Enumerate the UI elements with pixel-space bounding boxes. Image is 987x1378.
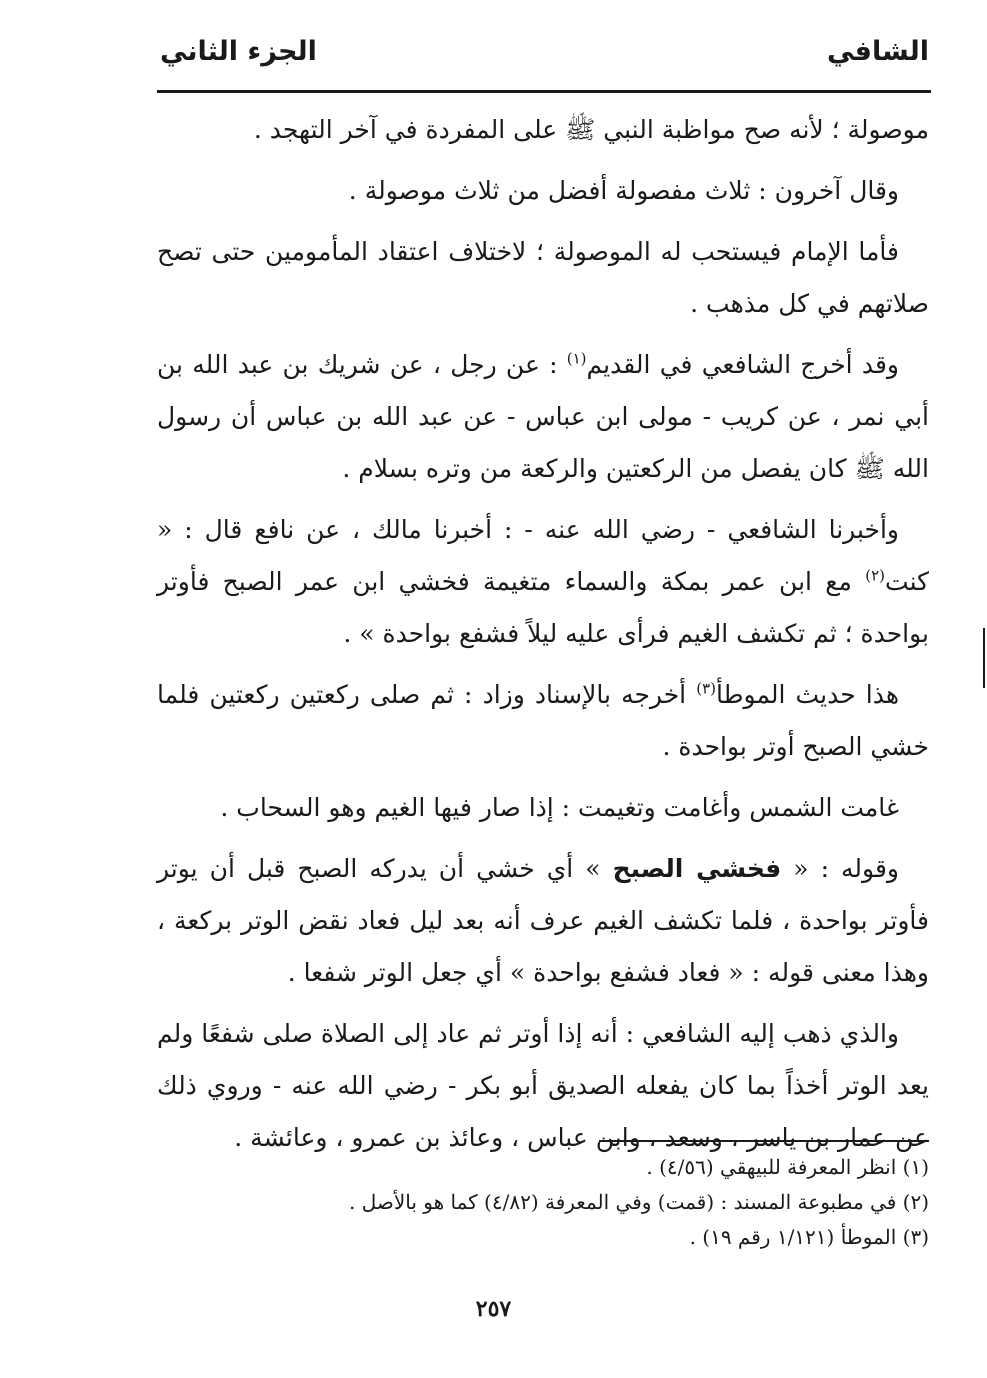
paragraph-4 <box>157 339 929 495</box>
paragraph-5 <box>157 504 929 660</box>
footnote-1: (١) انظر المعرفة للبيهقي (٤/٥٦) . <box>646 1155 929 1179</box>
paragraph-3: فأما الإمام فيستحب له الموصولة ؛ لاختلاف اعتقاد المأمومين حتى تصح صلاتهم في كل مذهب . <box>157 237 929 318</box>
margin-mark <box>983 628 985 688</box>
running-header <box>160 36 929 84</box>
quoted-phrase: فخشي الصبح <box>612 854 782 883</box>
main-text <box>157 104 929 1173</box>
footnote-3: (٣) الموطأ (١/١٢١ رقم ١٩) . <box>689 1225 929 1249</box>
part-title: الجزء الثاني <box>160 36 317 67</box>
paragraph-4-start: وقد أخرج الشافعي في القديم <box>586 350 899 379</box>
footnote-rule <box>599 1140 929 1142</box>
paragraph-8-body: » أي خشي أن يدركه الصبح قبل أن يوتر فأوتر بواحدة ، فلما تكشف الغيم عرف أنه بعد ليل فعاد نقض الوتر بركعة ، وهذا معنى قوله : « فعاد فشفع بواحدة » أي جعل الوتر شفعا . <box>157 854 929 987</box>
footnote-ref-1: (١) <box>566 349 587 368</box>
header-rule <box>157 90 931 93</box>
paragraph-6 <box>157 669 929 773</box>
paragraph-9: والذي ذهب إليه الشافعي : أنه إذا أوتر ثم عاد إلى الصلاة صلى شفعًا ولم يعد الوتر أخذاً بما كان يفعله الصديق أبو بكر - رضي الله عنه - وروي ذلك عن عمار بن ياسر ، وسعد ، وابن عباس ، وعائذ بن عمرو ، وعائشة . <box>157 1019 929 1152</box>
paragraph-2: وقال آخرون : ثلاث مفصولة أفضل من ثلاث موصولة . <box>348 176 899 205</box>
paragraph-6-space <box>686 680 696 709</box>
paragraph-1: موصولة ؛ لأنه صح مواظبة النبي ﷺ على المفردة في آخر التهجد . <box>253 115 929 144</box>
paragraph-6-body: أخرجه بالإسناد وزاد : ثم صلى ركعتين ركعتين فلما خشي الصبح أوتر بواحدة . <box>157 680 929 761</box>
paragraph-5-body: مع ابن عمر بمكة والسماء متغيمة فخشي ابن عمر الصبح فأوتر بواحدة ؛ ثم تكشف الغيم فرأى عليه ليلاً فشفع بواحدة » . <box>157 567 929 648</box>
footnote-ref-2: (٢) <box>865 566 886 585</box>
paragraph-8-start: وقوله : « <box>793 854 899 883</box>
paragraph-5-start: وأخبرنا الشافعي - رضي الله عنه - : أخبرنا مالك ، عن نافع قال : « كنت <box>157 515 930 596</box>
page-number: ٢٥٧ <box>475 1296 512 1322</box>
paragraph-7: غامت الشمس وأغامت وتغيمت : إذا صار فيها الغيم وهو السحاب . <box>220 793 899 822</box>
paragraph-6-start: هذا حديث الموطأ <box>716 680 899 709</box>
paragraph-8 <box>157 843 929 999</box>
footnote-2: (٢) في مطبوعة المسند : (قمت) وفي المعرفة (٤/٨٢) كما هو بالأصل . <box>349 1190 929 1214</box>
book-title: الشافي <box>826 36 929 67</box>
footnotes <box>157 1150 929 1255</box>
paragraph-4-body: عن رجل ، عن شريك بن عبد الله بن أبي نمر ، عن كريب - مولى ابن عباس - عن عبد الله بن عباس أن رسول الله ﷺ كان يفصل من الركعتين والركعة من وتره بسلام . <box>157 350 929 483</box>
paragraph-4-colon: : <box>539 350 567 379</box>
footnote-ref-3: (٣) <box>696 679 717 698</box>
